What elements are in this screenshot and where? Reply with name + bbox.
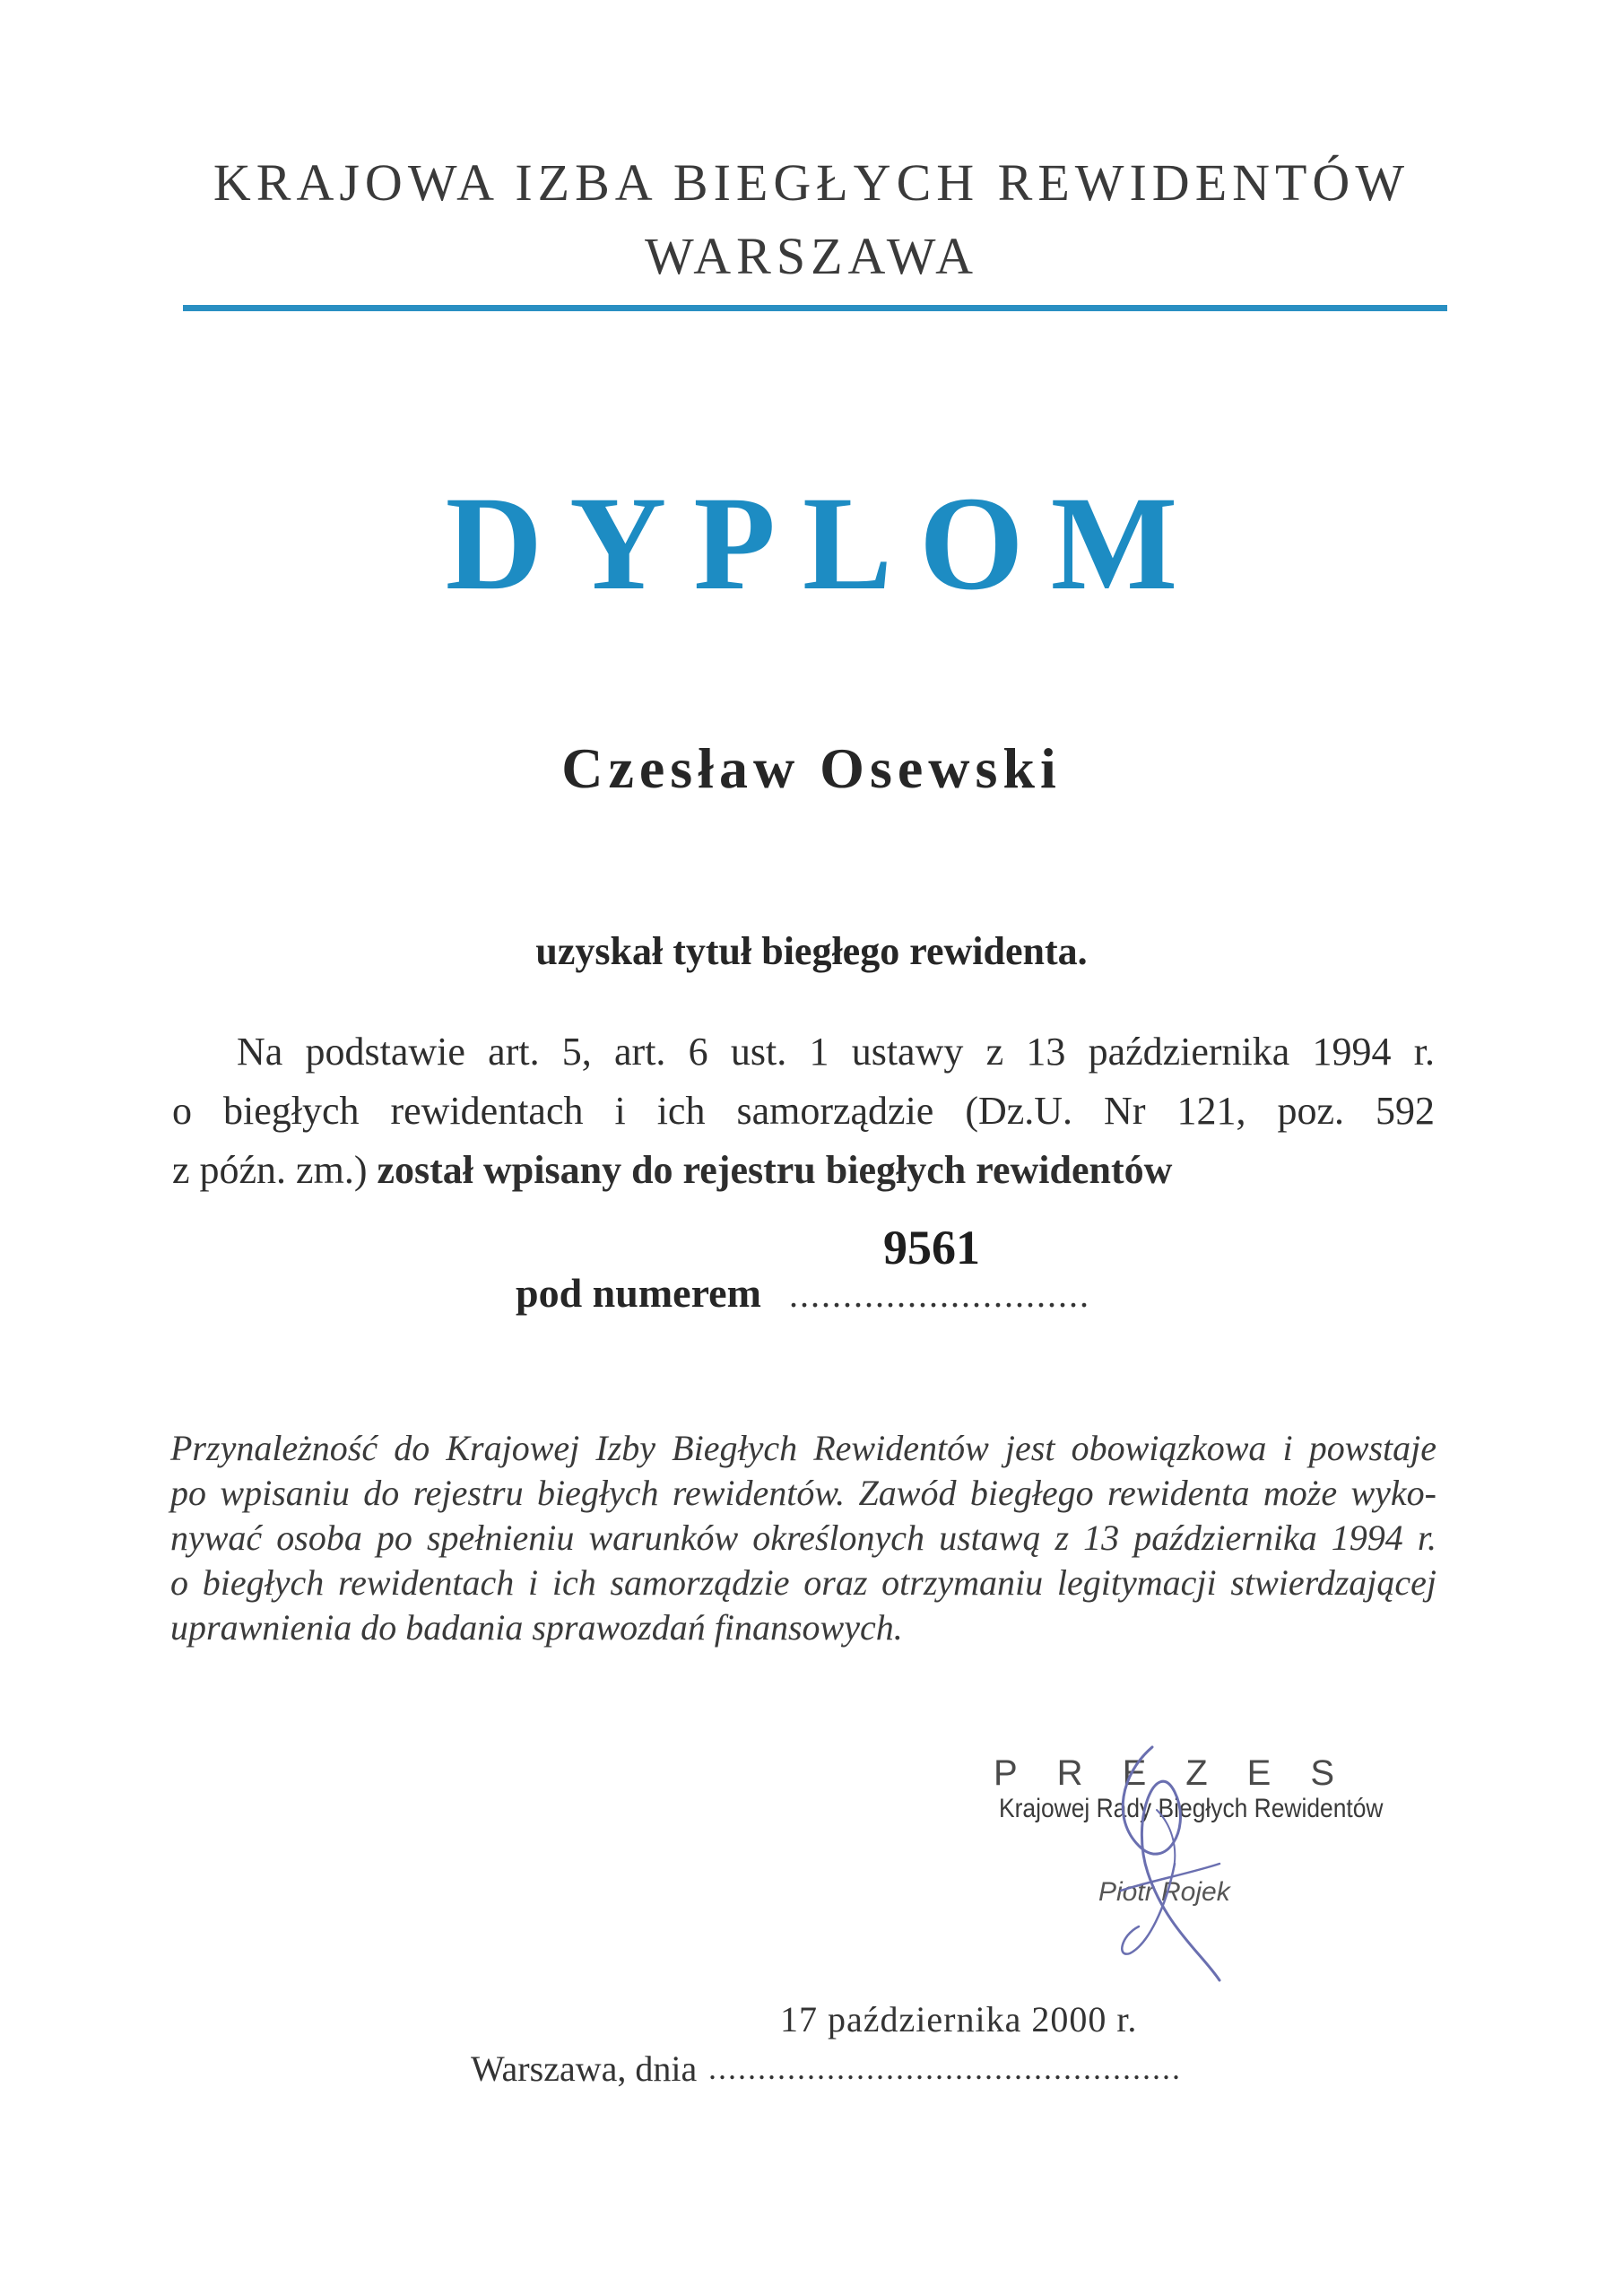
legal-basis-paragraph	[172, 1022, 1435, 1200]
recipient-name: Czesław Osewski	[561, 736, 1062, 800]
document-title: DYPLOM	[445, 469, 1205, 618]
registration-dotted-line: ............................	[789, 1274, 1090, 1315]
stamp-body: Krajowej Rady Biegłych Rewidentów	[999, 1794, 1384, 1823]
notice-line-3: nywać osoba po spełnieniu warunków określonych ustawą z 13 października 1994 r.	[170, 1518, 1436, 1558]
organization-name: KRAJOWA IZBA BIEGŁYCH REWIDENTÓW	[213, 153, 1410, 212]
issue-place-label: Warszawa, dnia	[471, 2048, 698, 2089]
issue-date: 17 października 2000 r.	[780, 1999, 1138, 2039]
issue-date-dotted-line: ................................................	[708, 2050, 1182, 2086]
legal-basis-citation: z późn. zm.)	[172, 1148, 368, 1192]
notice-line-2: po wpisaniu do rejestru biegłych rewidentów. Zawód biegłego rewidenta może wyko-	[170, 1473, 1436, 1513]
legal-basis-line-2: o biegłych rewidentach i ich samorządzie (Dz.U. Nr 121, poz. 592	[172, 1089, 1435, 1133]
notice-line-4: o biegłych rewidentach i ich samorządzie oraz otrzymaniu legitymacji stwierdzającej	[170, 1562, 1436, 1603]
handwritten-signature	[1067, 1738, 1264, 1989]
registration-number: 9561	[883, 1221, 980, 1274]
membership-notice	[170, 1426, 1436, 1650]
stamp-signer-name: Piotr Rojek	[1098, 1877, 1230, 1907]
registry-entry-statement: został wpisany do rejestru biegłych rewidentów	[377, 1148, 1173, 1192]
header-divider	[183, 305, 1447, 311]
legal-basis-line-1: Na podstawie art. 5, art. 6 ust. 1 ustawy z 13 października 1994 r.	[237, 1030, 1435, 1074]
notice-line-1: Przynależność do Krajowej Izby Biegłych Rewidentów jest obowiązkowa i powstaje	[170, 1428, 1436, 1468]
registration-label: pod numerem	[516, 1270, 761, 1316]
legal-basis-line-3	[172, 1141, 1435, 1200]
notice-line-5: uprawnienia do badania sprawozdań finansowych.	[170, 1607, 903, 1648]
organization-city: WARSZAWA	[644, 227, 978, 285]
stamp-role: PREZES	[994, 1753, 1375, 1793]
title-granted-statement: uzyskał tytuł biegłego rewidenta.	[535, 929, 1088, 973]
